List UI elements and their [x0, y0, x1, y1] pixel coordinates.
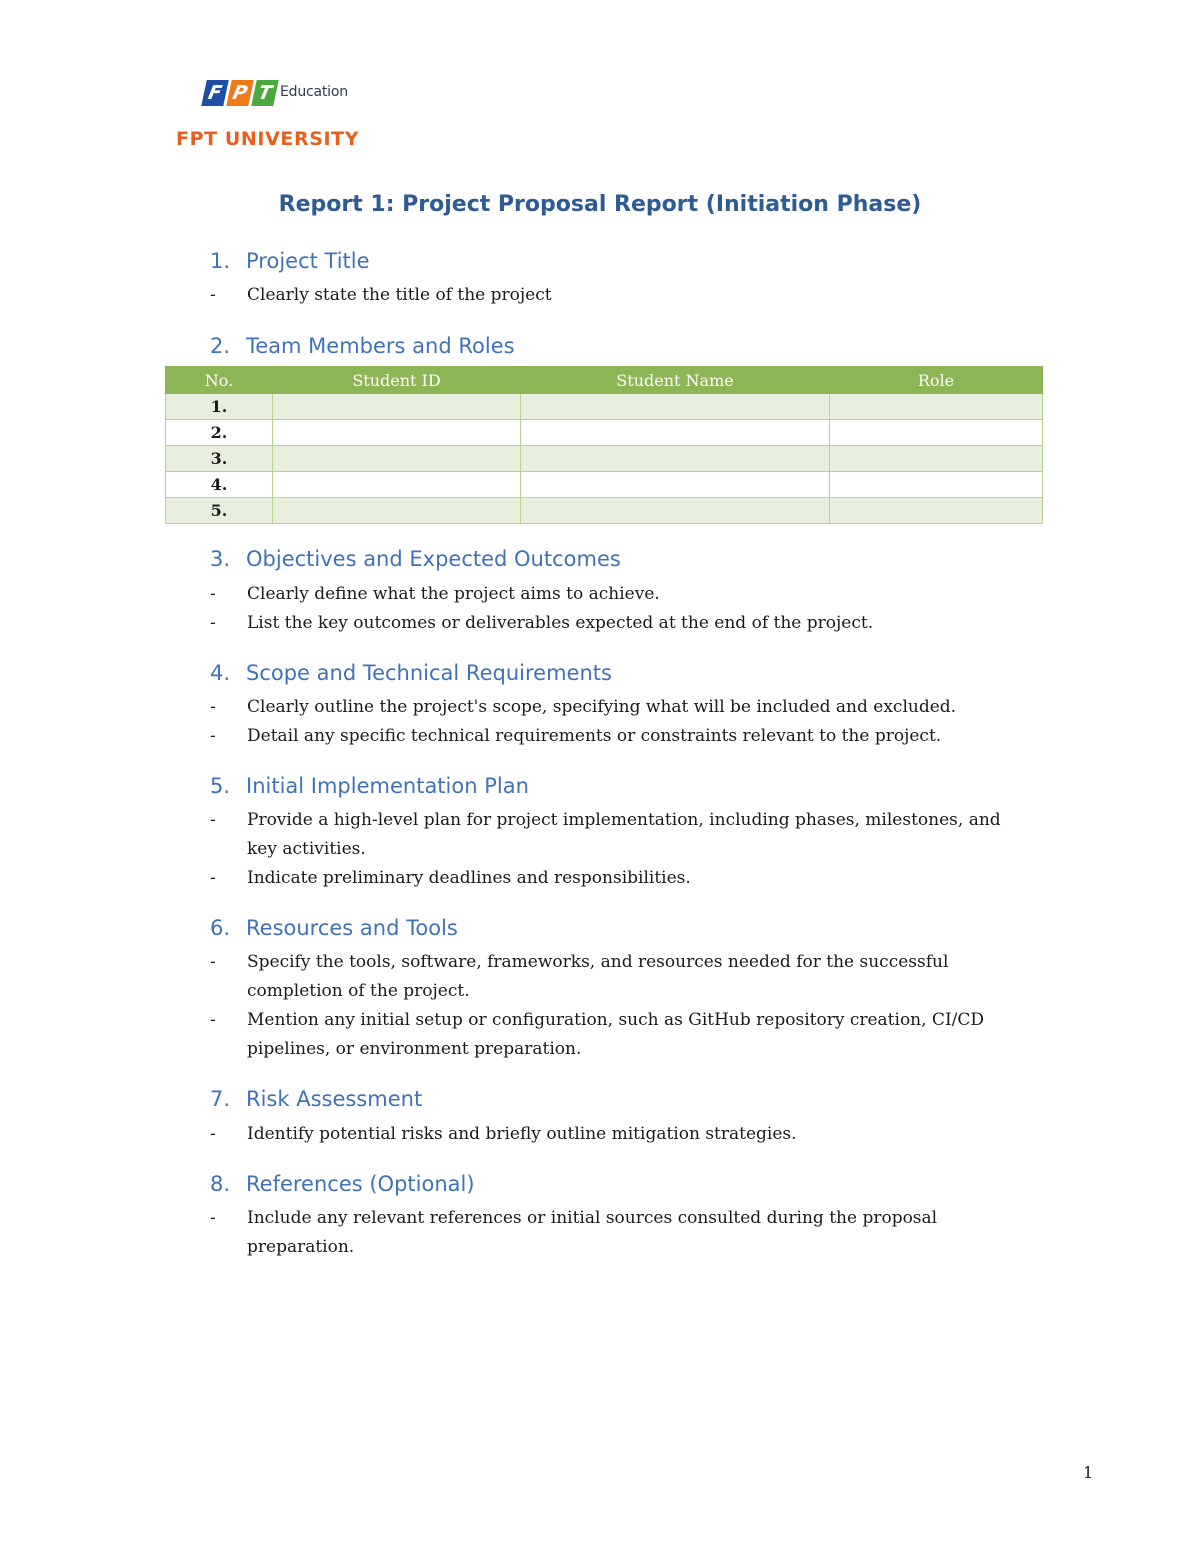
logo-letter-f: F	[201, 80, 229, 106]
bullet-dash: -	[210, 810, 216, 830]
bullet-item	[210, 806, 1010, 864]
bullet-item	[210, 580, 1010, 609]
bullet-text: Clearly outline the project's scope, specifying what will be included and excluded.	[247, 697, 957, 717]
bullet-text: Specify the tools, software, frameworks, and resources needed for the successful completion of the project.	[247, 952, 949, 1001]
bullet-text: Mention any initial setup or configuration, such as GitHub repository creation, CI/CD pipelines, or environment preparation.	[247, 1010, 985, 1059]
bullet-item	[210, 948, 1010, 1006]
bullet-item	[210, 693, 1010, 722]
section-number: 3.	[210, 547, 231, 571]
section-heading-risk-assessment	[210, 1087, 422, 1111]
report-title: Report 1: Project Proposal Report (Initiation Phase)	[278, 192, 922, 217]
section-heading-references	[210, 1172, 475, 1196]
bullet-dash: -	[210, 584, 216, 604]
bullet-item	[210, 1204, 1010, 1262]
row-number: 3.	[166, 446, 273, 472]
section-title: References (Optional)	[246, 1172, 475, 1196]
student-id-cell[interactable]	[273, 420, 521, 446]
bullet-item	[210, 1006, 1010, 1064]
role-cell[interactable]	[830, 472, 1043, 498]
bullet-dash: -	[210, 726, 216, 746]
section-number: 5.	[210, 774, 231, 798]
section-heading-team-members	[210, 334, 515, 358]
bullet-text: Identify potential risks and briefly outline mitigation strategies.	[247, 1124, 797, 1144]
section-heading-objectives	[210, 547, 621, 571]
row-number: 2.	[166, 420, 273, 446]
bullet-text: Clearly define what the project aims to achieve.	[247, 584, 660, 604]
fpt-university-logo	[176, 76, 376, 156]
section-number: 2.	[210, 334, 231, 358]
student-name-cell[interactable]	[521, 498, 830, 524]
column-header-student-id: Student ID	[273, 367, 521, 394]
column-header-no: No.	[166, 367, 273, 394]
section-heading-resources	[210, 916, 458, 940]
column-header-student-name: Student Name	[521, 367, 830, 394]
role-cell[interactable]	[830, 394, 1043, 420]
student-id-cell[interactable]	[273, 446, 521, 472]
section-number: 7.	[210, 1087, 231, 1111]
section-title: Initial Implementation Plan	[246, 774, 529, 798]
bullet-dash: -	[210, 613, 216, 633]
bullet-item	[210, 864, 1010, 893]
bullet-dash: -	[210, 952, 216, 972]
bullet-text: Detail any specific technical requirements or constraints relevant to the project.	[247, 726, 942, 746]
column-header-role: Role	[830, 367, 1043, 394]
table-row	[166, 446, 1043, 472]
bullet-item	[210, 281, 1010, 310]
section-heading-project-title	[210, 249, 370, 273]
row-number: 4.	[166, 472, 273, 498]
section-title: Resources and Tools	[246, 916, 458, 940]
bullet-text: Provide a high-level plan for project implementation, including phases, milestones, and key activities.	[247, 810, 1001, 859]
fpt-logo-mark	[204, 80, 276, 106]
bullet-dash: -	[210, 285, 216, 305]
bullet-text: Include any relevant references or initial sources consulted during the proposal preparation.	[247, 1208, 938, 1257]
table-row	[166, 498, 1043, 524]
logo-letter-p: P	[226, 80, 254, 106]
table-header-row	[166, 367, 1043, 394]
section-number: 6.	[210, 916, 231, 940]
student-name-cell[interactable]	[521, 420, 830, 446]
section-heading-implementation-plan	[210, 774, 529, 798]
bullet-dash: -	[210, 868, 216, 888]
section-number: 1.	[210, 249, 231, 273]
section-heading-scope	[210, 661, 612, 685]
logo-letter-t: T	[251, 80, 279, 106]
table-row	[166, 472, 1043, 498]
role-cell[interactable]	[830, 446, 1043, 472]
section-number: 8.	[210, 1172, 231, 1196]
role-cell[interactable]	[830, 420, 1043, 446]
bullet-item	[210, 1120, 1010, 1149]
bullet-dash: -	[210, 1010, 216, 1030]
bullet-dash: -	[210, 1208, 216, 1228]
bullet-item	[210, 609, 1010, 638]
team-members-table	[165, 366, 1043, 524]
section-number: 4.	[210, 661, 231, 685]
bullet-text: Clearly state the title of the project	[247, 285, 552, 305]
student-id-cell[interactable]	[273, 472, 521, 498]
bullet-item	[210, 722, 1010, 751]
section-title: Team Members and Roles	[246, 334, 515, 358]
role-cell[interactable]	[830, 498, 1043, 524]
bullet-dash: -	[210, 697, 216, 717]
section-title: Project Title	[246, 249, 370, 273]
student-name-cell[interactable]	[521, 446, 830, 472]
row-number: 1.	[166, 394, 273, 420]
bullet-text: Indicate preliminary deadlines and responsibilities.	[247, 868, 691, 888]
logo-education-text: Education	[280, 84, 348, 100]
student-id-cell[interactable]	[273, 394, 521, 420]
bullet-text: List the key outcomes or deliverables expected at the end of the project.	[247, 613, 874, 633]
page-number: 1	[1083, 1463, 1094, 1482]
section-title: Objectives and Expected Outcomes	[246, 547, 621, 571]
logo-university-text: FPT UNIVERSITY	[176, 128, 360, 150]
student-name-cell[interactable]	[521, 472, 830, 498]
student-name-cell[interactable]	[521, 394, 830, 420]
student-id-cell[interactable]	[273, 498, 521, 524]
bullet-dash: -	[210, 1124, 216, 1144]
section-title: Scope and Technical Requirements	[246, 661, 612, 685]
table-row	[166, 394, 1043, 420]
table-row	[166, 420, 1043, 446]
section-title: Risk Assessment	[246, 1087, 423, 1111]
row-number: 5.	[166, 498, 273, 524]
